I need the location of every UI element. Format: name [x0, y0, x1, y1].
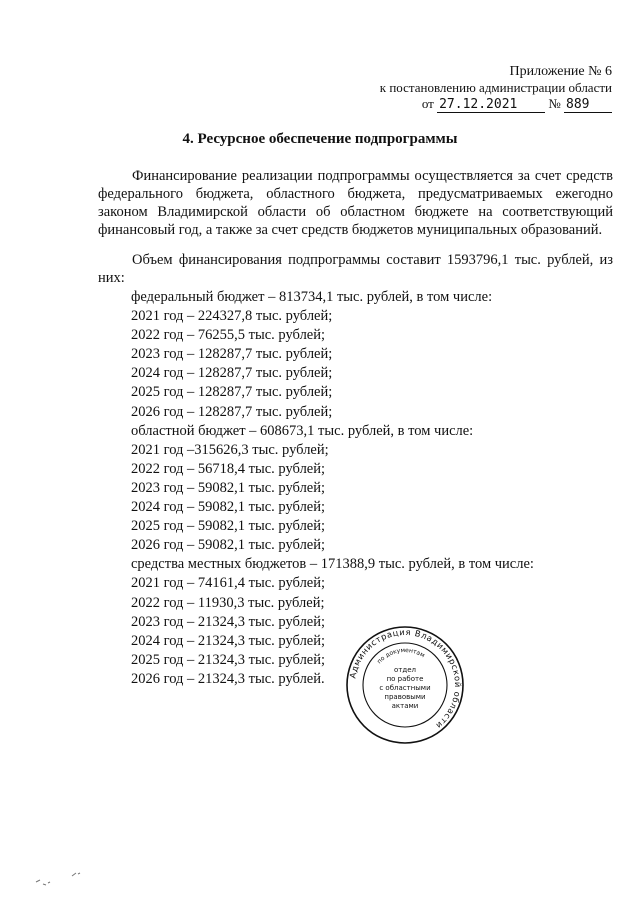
funding-line: 2023 год – 59082,1 тыс. рублей; — [131, 479, 326, 496]
funding-line: 2025 год – 59082,1 тыс. рублей; — [131, 518, 326, 535]
seal-center-line: с областными — [379, 684, 431, 692]
decree-date: 27.12.2021 — [437, 98, 545, 113]
seal-ring-text: Администрация Владимирской области — [347, 626, 464, 732]
funding-line: 2025 год – 128287,7 тыс. рублей; — [131, 384, 333, 401]
decree-number: 889 — [564, 98, 612, 113]
funding-line: средства местных бюджетов – 171388,9 тыс. рублей, в том числе: — [131, 556, 534, 573]
funding-line: 2022 год – 11930,3 тыс. рублей; — [131, 594, 325, 611]
funding-line: 2021 год – 224327,8 тыс. рублей; — [131, 308, 333, 325]
seal-inner-ring-text: по документам — [375, 646, 426, 666]
paragraph-text: Финансирование реализации подпрограммы осуществляется за счет средств федерального бюджета, областного бюджета, предусматриваемых ежегодно законом Владимирской области об областном бюджете на соответствующий финансовый год, а также за счет средств бюджетов муниципальных образований. — [98, 168, 613, 238]
funding-line: 2023 год – 128287,7 тыс. рублей; — [131, 346, 333, 363]
funding-line: 2024 год – 59082,1 тыс. рублей; — [131, 499, 326, 516]
funding-breakdown-list — [131, 288, 534, 689]
funding-line: федеральный бюджет – 813734,1 тыс. рублей, в том числе: — [131, 289, 493, 305]
official-seal-stamp — [345, 625, 465, 745]
funding-line: 2022 год – 76255,5 тыс. рублей; — [131, 327, 326, 344]
paragraph-funding-total — [98, 251, 613, 287]
from-label: от — [421, 96, 434, 111]
appendix-number: Приложение № 6 — [509, 64, 612, 79]
funding-line: 2022 год – 56718,4 тыс. рублей; — [131, 460, 326, 477]
funding-line: 2024 год – 21324,3 тыс. рублей; — [131, 632, 326, 649]
seal-center-line: по работе — [386, 675, 424, 683]
funding-line: 2025 год – 21324,3 тыс. рублей; — [131, 651, 326, 668]
seal-center-line: актами — [391, 702, 419, 710]
funding-line: 2026 год – 21324,3 тыс. рублей. — [131, 670, 325, 687]
paragraph-funding-sources — [98, 167, 613, 239]
funding-line: областной бюджет – 608673,1 тыс. рублей, в том числе: — [131, 422, 474, 439]
number-label: № — [548, 96, 561, 111]
funding-line: 2021 год – 74161,4 тыс. рублей; — [131, 575, 326, 592]
appendix-header — [292, 64, 612, 113]
seal-center-line: отдел — [394, 666, 416, 674]
funding-line: 2021 год –315626,3 тыс. рублей; — [131, 441, 329, 458]
funding-line: 2023 год – 21324,3 тыс. рублей; — [131, 613, 326, 630]
funding-line: 2026 год – 128287,7 тыс. рублей; — [131, 403, 333, 420]
funding-line: 2024 год – 128287,7 тыс. рублей; — [131, 365, 333, 382]
scan-artifact-marks — [34, 868, 94, 890]
paragraph-text: Объем финансирования подпрограммы составит 1593796,1 тыс. рублей, из них: — [98, 252, 613, 286]
funding-line: 2026 год – 59082,1 тыс. рублей; — [131, 537, 326, 554]
appendix-reference: к постановлению администрации области — [379, 80, 612, 95]
appendix-date-line — [292, 96, 612, 113]
seal-center-line: правовыми — [384, 693, 426, 701]
section-title: 4. Ресурсное обеспечение подпрограммы — [182, 131, 458, 147]
